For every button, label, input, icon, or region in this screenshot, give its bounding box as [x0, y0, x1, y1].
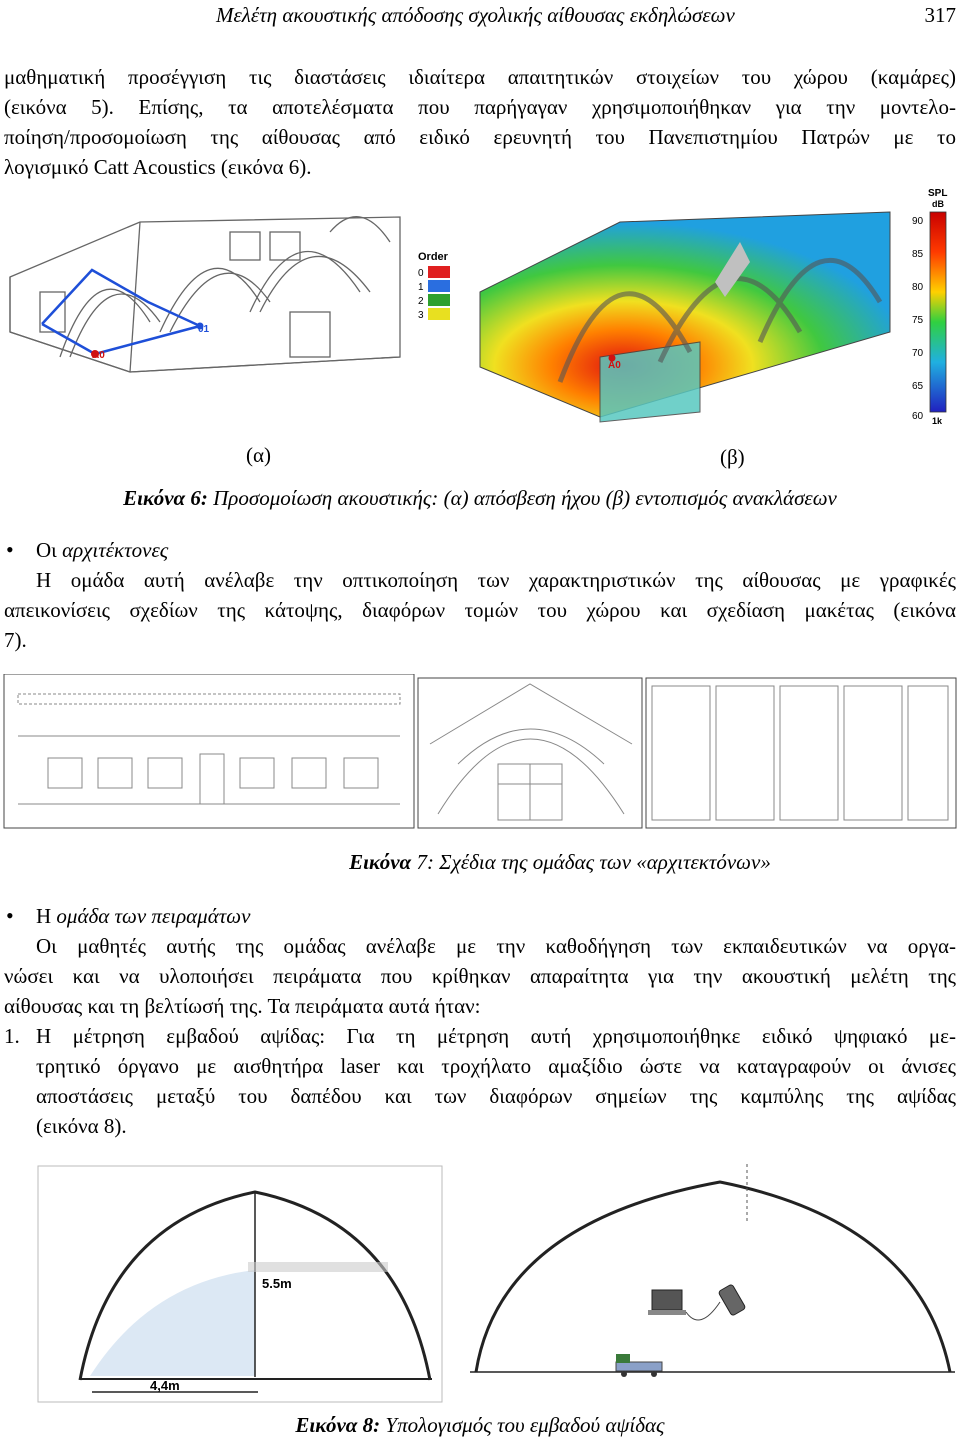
spl-scale [912, 188, 947, 426]
section-architects-heading [36, 535, 168, 565]
experiments-line: αίθουσας και τη βελτίωσή της. Τα πειράματα αυτά ήταν: [4, 994, 481, 1018]
list-item-1 [36, 1021, 956, 1141]
architects-line: Η ομάδα αυτή ανέλαβε την οπτικοποίηση των χαρακτηριστικών της αίθουσας με γραφικές [36, 568, 956, 592]
figure-6-acoustic-simulation [0, 182, 960, 432]
order-label: 1 [418, 282, 424, 293]
figure-6-sublabel-b: (β) [720, 445, 745, 469]
figure-6-caption-label: Εικόνα 6: [123, 486, 208, 510]
plan-drawing [646, 678, 956, 828]
intro-line: μαθηματική προσέγγιση τις διαστάσεις ιδιαίτερα απαιτητικών στοιχείων του χώρου (καμάρες) [4, 65, 956, 89]
figure-7-architect-drawings [0, 674, 960, 834]
spl-tick: 65 [912, 381, 924, 392]
trolley-cart-icon [616, 1354, 662, 1377]
width-label: 4,4m [150, 1378, 180, 1393]
bullet-architects: • [6, 537, 14, 562]
order-legend [418, 251, 450, 321]
source-label: A0 [92, 350, 105, 361]
intro-line: λογισμικό Catt Acoustics (εικόνα 6). [4, 155, 312, 179]
section-experiments-title: ομάδα των πειραμάτων [56, 904, 251, 928]
order-swatch [428, 294, 450, 306]
list-item-line: Η μέτρηση εμβαδού αψίδας: Για τη μέτρηση αυτή χρησιμοποιήθηκε ειδικό ψηφιακό με- [36, 1024, 956, 1048]
architects-paragraph-rest [4, 595, 956, 655]
order-label: 0 [418, 268, 424, 279]
receiver-label: 01 [198, 324, 210, 335]
architects-line: απεικονίσεις σχεδίων της κάτοψης, διαφόρων τομών του χώρου και σχεδίαση μακέτας (εικόνα [4, 598, 956, 622]
list-item-number: 1. [4, 1024, 20, 1048]
intro-line: ποίηση/προσομοίωση της αίθουσας από ειδικό ερευνητή του Πανεπιστημίου Πατρών με το [4, 125, 956, 149]
architects-line: 7). [4, 628, 27, 652]
laser-measurement-panel [470, 1164, 955, 1377]
figure-6-caption [0, 483, 960, 513]
figure-6-sublabel-a: (α) [246, 443, 271, 467]
order-label: 2 [418, 296, 424, 307]
laptop-icon [648, 1290, 686, 1315]
experiments-line: νώσει και να υλοποιήσει πειράματα που κρίθηκαν απαραίτητα για την ακουστική μελέτη της [4, 964, 956, 988]
spl-tick: 80 [912, 282, 924, 293]
architects-paragraph-first [36, 565, 956, 595]
spl-frequency: 1k [932, 416, 943, 426]
experiments-line: Οι μαθητές αυτής της ομάδας ανέλαβε με την καθοδήγηση των εκπαιδευτικών να οργα- [36, 934, 956, 958]
bullet-experiments: • [6, 903, 14, 928]
height-label: 5.5m [262, 1276, 292, 1291]
laser-meter-icon [718, 1284, 746, 1316]
spl-tick: 90 [912, 216, 924, 227]
page-number: 317 [924, 3, 956, 27]
elevation-drawing [4, 674, 414, 828]
list-item-line: αποστάσεις μεταξύ του δαπέδου και των διαφόρων σημείων της καμπύλης της αψίδας [36, 1084, 956, 1108]
section-architects-prefix: Οι [36, 538, 57, 562]
figure-6-caption-text: Προσομοίωση ακουστικής: (α) απόσβεση ήχου (β) εντοπισμός ανακλάσεων [207, 486, 837, 510]
arch-outline-right [476, 1182, 950, 1372]
spl-tick: 85 [912, 249, 924, 260]
order-swatch [428, 266, 450, 278]
source-label: A0 [608, 360, 621, 371]
section-drawing [418, 678, 642, 828]
order-swatch [428, 280, 450, 292]
figure-7-caption-label: Εικόνα [349, 850, 412, 874]
running-header-title: Μελέτη ακουστικής απόδοσης σχολικής αίθουσας εκδηλώσεων [216, 3, 735, 27]
intro-line: (εικόνα 5). Επίσης, τα αποτελέσματα που παρήγαγαν χρησιμοποιήθηκαν για την μοντελο- [4, 95, 956, 119]
spl-scale-unit: dB [932, 199, 944, 209]
spl-tick: 75 [912, 315, 924, 326]
order-swatch [428, 308, 450, 320]
figure-8-caption [0, 1410, 960, 1440]
spl-color-bar [930, 212, 946, 412]
experiments-paragraph-first [36, 931, 956, 961]
section-architects-title: αρχιτέκτονες [62, 538, 169, 562]
stage-platform [248, 1262, 388, 1272]
spl-color-model [480, 212, 890, 422]
order-label: 3 [418, 310, 424, 321]
experiments-paragraph-rest [4, 961, 956, 1021]
spl-scale-title: SPL [928, 188, 948, 199]
spl-tick: 70 [912, 348, 924, 359]
intro-paragraph [4, 62, 956, 182]
figure-8-caption-text: Υπολογισμός του εμβαδού αψίδας [380, 1413, 665, 1437]
spl-tick: 60 [912, 411, 924, 422]
list-item-line: (εικόνα 8). [36, 1114, 127, 1138]
figure-8-caption-label: Εικόνα 8: [295, 1413, 381, 1437]
section-experiments-prefix: Η [36, 904, 52, 928]
list-item-line: τρητικό όργανο με αισθητήρα laser και τροχήλατο αμαξίδιο ώστε να καταγραφούν οι άνισες [36, 1054, 956, 1078]
figure-7-caption [0, 847, 960, 877]
figure-8-arch-area [0, 1162, 960, 1407]
section-experiments-heading [36, 901, 250, 931]
order-legend-title: Order [418, 251, 448, 263]
arch-measurement-panel [38, 1166, 442, 1402]
figure-7-caption-text: 7: Σχέδια της ομάδας των «αρχιτεκτόνων» [411, 850, 771, 874]
